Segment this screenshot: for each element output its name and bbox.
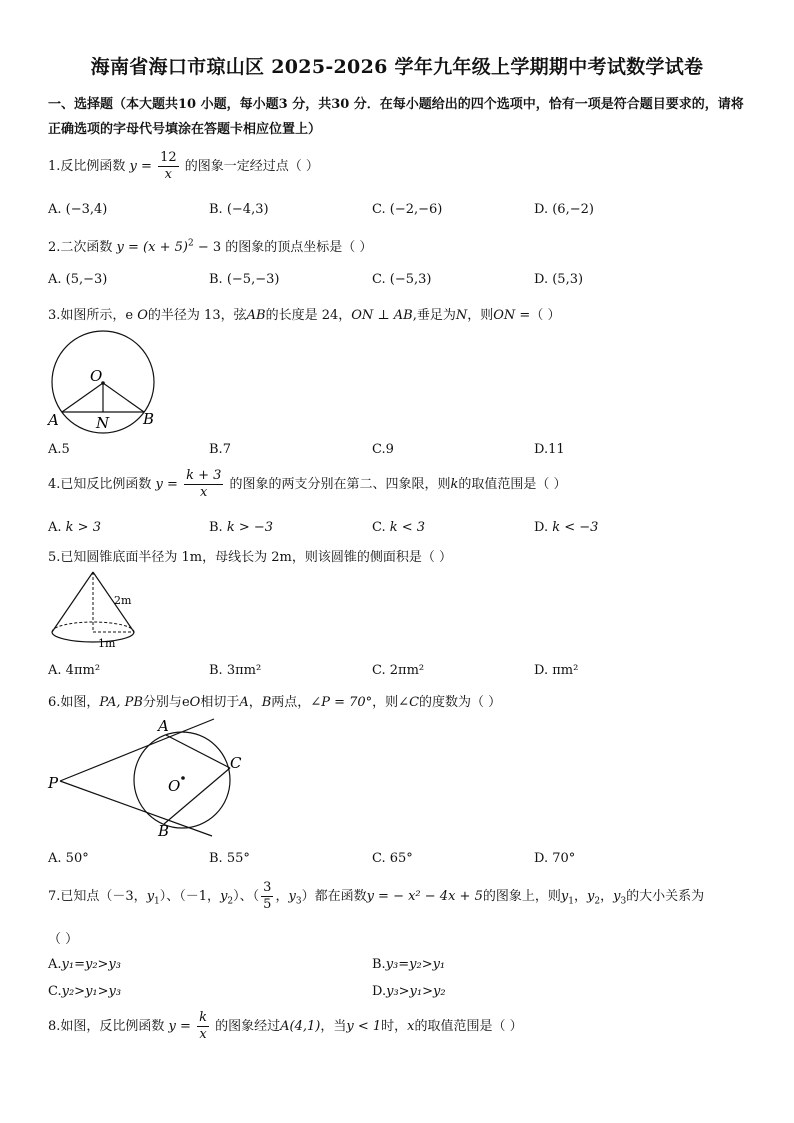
q7-option-d[interactable]: D.y₃>y₁>y₂ [372, 984, 446, 999]
q6-option-c[interactable]: C. 65° [372, 851, 413, 866]
exam-title: 海南省海口市琼山区 2025-2026 学年九年级上学期期中考试数学试卷 [90, 56, 704, 78]
tangent-pb [60, 781, 212, 836]
q3-option-c[interactable]: C.9 [372, 442, 394, 457]
radius-ob [103, 383, 144, 412]
question-6: 6.如图，PA, PB分别与eO相切于A，B两点，∠P = 70°，则∠C的度数为（ ） [48, 695, 502, 710]
tangent-pa [60, 719, 214, 781]
q2-exponent: 2 [187, 238, 194, 249]
q2-suffix: 的图象的顶点坐标是（ ） [225, 240, 373, 255]
q1-option-b[interactable]: B. (−4,3) [209, 202, 269, 217]
q2-option-b[interactable]: B. (−5,−3) [209, 272, 280, 287]
q7-option-c[interactable]: C.y₂>y₁>y₃ [48, 984, 122, 999]
question-2 [48, 236, 372, 255]
q6-option-b[interactable]: B. 55° [209, 851, 250, 866]
q4-option-a[interactable]: A. k > 3 [48, 520, 101, 535]
q6-option-a[interactable]: A. 50° [48, 851, 89, 866]
q6-tangent-figure [44, 714, 254, 842]
question-8: 8.如图，反比例函数 y = $\frac{k}{x}$ 的图象经过A(4,1)，当y < 1时，x的取值范围是（ ） [48, 1010, 523, 1042]
q3-circle-figure [44, 330, 164, 434]
radius-oa [62, 383, 103, 412]
q4-fraction: $\frac{k + 3}{x}$ [186, 468, 222, 500]
q2-expression-tail: − 3 [193, 240, 222, 255]
q1-prefix: 1.反比例函数 [48, 159, 126, 174]
q4-option-d[interactable]: D. k < −3 [534, 520, 599, 535]
q1-suffix: 的图象一定经过点（ ） [184, 159, 319, 174]
circle-symbol: e [125, 308, 134, 323]
q8-fraction: $\frac{k}{x}$ [199, 1010, 207, 1042]
question-4: 4.已知反比例函数 y = $\frac{k + 3}{x}$ 的图象的两支分别在第二、四象限，则k的取值范围是（ ） [48, 468, 567, 500]
q1-option-d[interactable]: D. (6,−2) [534, 202, 594, 217]
label-a: A [48, 411, 59, 429]
slant-label: 2m [114, 594, 132, 607]
radius-label: 1m [98, 637, 116, 650]
q3-option-b[interactable]: B.7 [209, 442, 231, 457]
q5-option-c[interactable]: C. 2πm² [372, 663, 425, 678]
q2-option-c[interactable]: C. (−5,3) [372, 272, 432, 287]
label-p: P [48, 774, 59, 792]
cone-base-front [52, 632, 134, 642]
label-b: B [158, 822, 170, 840]
question-5: 5.已知圆锥底面半径为 1m，母线长为 2m，则该圆锥的侧面积是（ ） [48, 550, 452, 565]
q1-numerator: 12 [160, 150, 177, 165]
q1-fraction [158, 150, 179, 183]
section-heading: 一、选择题（本大题共10 小题，每小题3 分，共30 分．在每小题给出的四个选项中，恰有一项是符合题目要求的，请将正确选项的字母代号填涂在答题卡相应位置上） [48, 97, 744, 137]
q4-option-c[interactable]: C. k < 3 [372, 520, 426, 535]
q1-option-a[interactable]: A. (−3,4) [48, 202, 108, 217]
q1-denominator: x [164, 167, 172, 182]
question-1 [48, 150, 319, 183]
q3-option-d[interactable]: D.11 [534, 442, 565, 457]
q4-option-b[interactable]: B. k > −3 [209, 520, 274, 535]
circle-symbol: e [181, 695, 190, 710]
q1-option-c[interactable]: C. (−2,−6) [372, 202, 443, 217]
question-3: 3.如图所示，e O的半径为 13，弦AB的长度是 24，ON ⊥ AB,垂足为N，则ON =（ ） [48, 308, 561, 323]
q5-option-d[interactable]: D. πm² [534, 663, 579, 678]
label-n: N [96, 414, 110, 432]
q7-option-a[interactable]: A.y₁=y₂>y₃ [48, 957, 121, 972]
q1-function-lhs: y = [129, 159, 152, 174]
q7-answer-blank: （ ） [48, 932, 79, 947]
q5-option-a[interactable]: A. 4πm² [48, 663, 101, 678]
q2-option-a[interactable]: A. (5,−3) [48, 272, 108, 287]
cone-left-edge [52, 572, 93, 632]
q2-expression: y = (x + 5) [116, 240, 188, 255]
q2-option-d[interactable]: D. (5,3) [534, 272, 584, 287]
label-a: A [158, 717, 169, 735]
label-o: O [168, 777, 181, 795]
q7-fraction: $\frac{3}{5}$ [263, 880, 272, 912]
q3-option-a[interactable]: A.5 [48, 442, 70, 457]
label-b: B [143, 410, 155, 428]
q2-prefix: 2.二次函数 [48, 240, 113, 255]
q7-option-b[interactable]: B.y₃=y₂>y₁ [372, 957, 446, 972]
question-7: 7.已知点（－3，$y_1$）、（－1，$y_2$）、（ $\frac{3}{5}$ ，$y_3$）都在函数y = − x² − 4x + 5的图象上，则$y_1$，$y_2$，$y_3$的大小关系为 [48, 880, 705, 912]
q5-option-b[interactable]: B. 3πm² [209, 663, 262, 678]
label-o: O [90, 367, 103, 385]
q5-cone-figure [48, 568, 168, 652]
label-c: C [230, 754, 242, 772]
center-point [181, 776, 185, 780]
q6-option-d[interactable]: D. 70° [534, 851, 576, 866]
